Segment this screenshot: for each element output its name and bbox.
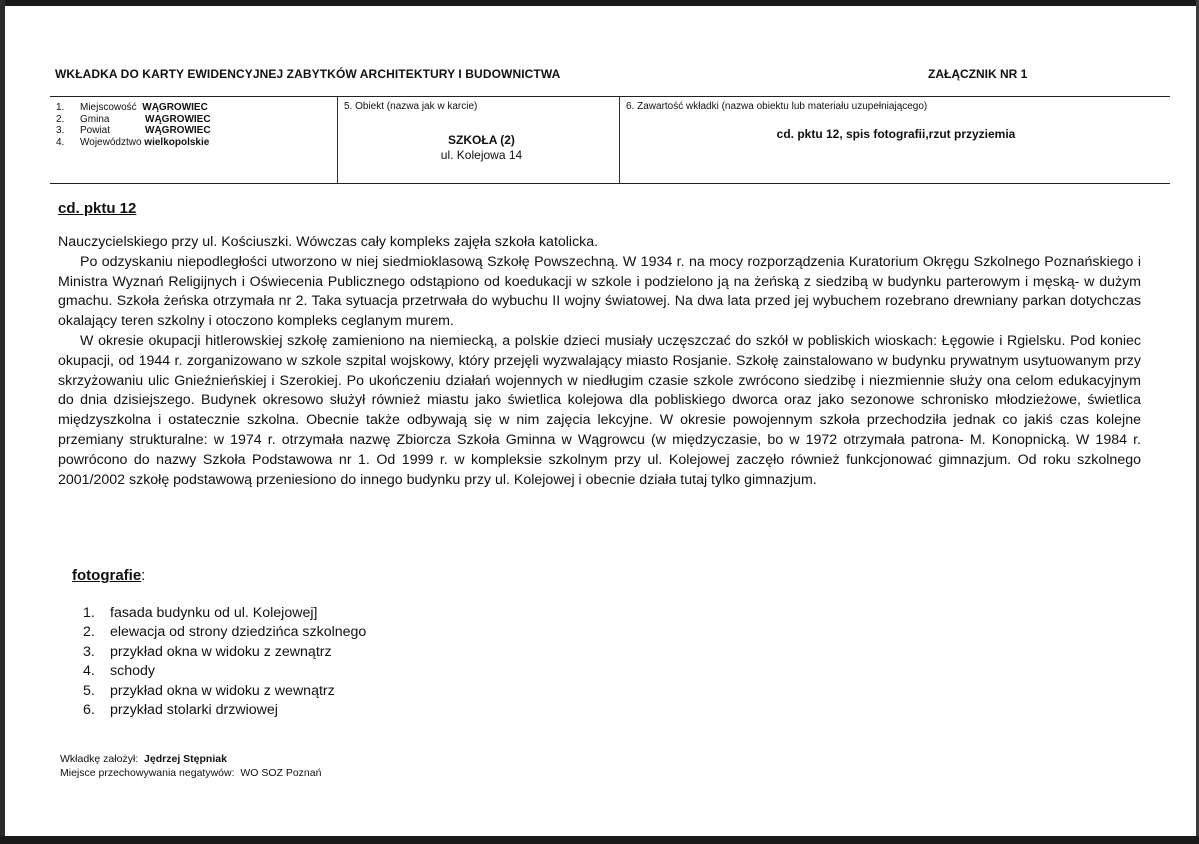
location-row (56, 102, 211, 114)
list-item (83, 604, 366, 623)
grid-divider (619, 97, 620, 183)
list-item (83, 662, 366, 681)
list-item-number: 6. (83, 702, 95, 719)
storage-label: Miejsce przechowywania negatywów: (60, 767, 235, 779)
list-item (83, 701, 366, 720)
location-num: 4. (56, 136, 65, 148)
grid-divider (337, 97, 338, 183)
location-value: wielkopolskie (144, 136, 210, 148)
annex-number: ZAŁĄCZNIK NR 1 (928, 67, 1028, 81)
body-paragraph: W okresie okupacji hitlerowskiej szkołę zamieniono na niemiecką, a polskie dzieci musiały uczęszczać do szkół w pobliskich wioskach: Łęgowie i Rgielsku. Pod koniec okupacji, od 1944 r. zorganizowano w szkole szpital wojskowy, który przejęli wyzwalający miasto Rosjanie. Szkołę zainstalowano w budynku prywatnym usytuowanym przy skrzyżowaniu ulic Gnieźnieńskiej i Szerokiej. Po ukończeniu działań wojennych w niedługim czasie szkole zwrócono siedzibę i niezmiennie służy ona celom edukacyjnym do dnia dzisiejszego. Budynek okresowo służył również miastu jako świetlica kolejowa dla pobliskiego dworca oraz jako sezonowe schronisko młodzieżowe, świetlica międzyszkolna i ostatecznie szkolna. Obecnie także odbywają się w nim zajęcia lekcyjne. W okresie powojennym szkoła przechodziła jednak co jakiś czas kolejne przemiany strukturalne: w 1974 r. otrzymała nazwę Zbiorcza Szkoła Gminna w Wągrowcu (w międzyczasie, bo w 1972 otrzymała patrona- M. Konopnicką. W 1984 r. powrócono do nazwy Szkoła Podstawowa nr 1. Od 1999 r. w kompleksie szkolnym przy ul. Kolejowej zaczęło również funkcjonować gimnazjum. Od roku szkolnego 2001/2002 szkołę podstawową przeniesiono do innego budynku przy ul. Kolejowej i obecnie działa tutaj tylko gimnazjum. (58, 332, 1141, 488)
header-grid (50, 96, 1170, 184)
list-item-text: przykład stolarki drzwiowej (110, 702, 278, 719)
body-paragraph: Po odzyskaniu niepodległości utworzono w niej siedmioklasową Szkołę Powszechną. W 1934 r. na mocy rozporządzenia Kuratorium Okręgu Szkolnego Poznańskiego i Ministra Wyznań Religijnych i Oświecenia Publicznego odstąpiono od koedukacji w szkole i podzielono ją na żeńską z siedzibą w budynku parterowym i męską- w dużym gmachu. Szkoła żeńska otrzymała nr 2. Taka sytuacja przetrwała do wybuchu II wojny światowej. Na dwa lata przed jej wybuchem rozebrano drewniany parkan dotychczas okalający teren szkolny i otoczono kompleks ceglanym murem. (58, 253, 1141, 330)
photos-heading-label: fotografie (72, 567, 142, 584)
body-text (58, 233, 1141, 490)
list-item (83, 623, 366, 642)
scan-border-bottom (0, 836, 1199, 844)
list-item-number: 5. (83, 682, 95, 699)
location-cell (56, 102, 211, 148)
list-item-text: fasada budynku od ul. Kolejowej] (110, 605, 318, 621)
location-label: Miejscowość (80, 102, 137, 113)
list-item-text: elewacja od strony dziedzińca szkolnego (110, 624, 367, 641)
location-row (56, 137, 211, 149)
footer (60, 752, 321, 780)
contents-label: 6. Zawartość wkładki (nazwa obiektu lub materiału uzupełniającego) (626, 101, 928, 112)
photo-list (83, 604, 366, 720)
list-item (83, 682, 366, 701)
footer-author-row (60, 752, 321, 766)
list-item-text: przykład okna w widoku z zewnątrz (110, 643, 332, 660)
object-cell (344, 101, 619, 162)
location-num: 2. (56, 113, 65, 125)
scan-border-left (0, 0, 5, 844)
contents-value: cd. pktu 12, spis fotografii,rzut przyziemia (776, 127, 1016, 141)
location-num: 1. (56, 102, 65, 113)
location-num: 3. (56, 125, 65, 136)
author-label: Wkładkę założył: (60, 753, 139, 765)
location-label: Województwo (80, 136, 142, 148)
list-item (83, 643, 366, 662)
storage-value: WO SOZ Poznań (240, 767, 322, 779)
object-name: SZKOŁA (2) (448, 133, 515, 147)
location-row (56, 114, 211, 126)
list-item-number: 1. (83, 605, 95, 621)
list-item-number: 2. (83, 624, 95, 641)
photos-heading-colon: : (141, 567, 146, 584)
object-label: 5. Obiekt (nazwa jak w karcie) (344, 101, 478, 112)
object-address: ul. Kolejowa 14 (440, 148, 523, 162)
list-item-text: schody (110, 663, 155, 680)
document-title: WKŁADKA DO KARTY EWIDENCYJNEJ ZABYTKÓW ARCHITEKTURY I BUDOWNICTWA (55, 67, 561, 81)
location-label: Gmina (80, 113, 110, 125)
scan-border-top (0, 0, 1199, 6)
body-paragraph: Nauczycielskiego przy ul. Kościuszki. Wówczas cały kompleks zajęła szkoła katolicka. (58, 234, 599, 250)
list-item-number: 4. (83, 663, 95, 680)
location-value: WĄGROWIEC (142, 102, 208, 113)
author-name: Jędrzej Stępniak (144, 753, 227, 765)
location-label: Powiat (80, 125, 111, 136)
photos-heading (72, 567, 145, 584)
contents-cell (626, 101, 1166, 141)
list-item-text: przykład okna w widoku z wewnątrz (110, 682, 335, 699)
list-item-number: 3. (83, 643, 95, 660)
location-value: WĄGROWIEC (145, 125, 211, 136)
location-value: WĄGROWIEC (145, 113, 211, 125)
section-title: cd. pktu 12 (58, 200, 137, 217)
footer-storage-row (60, 766, 321, 780)
location-row (56, 125, 211, 137)
